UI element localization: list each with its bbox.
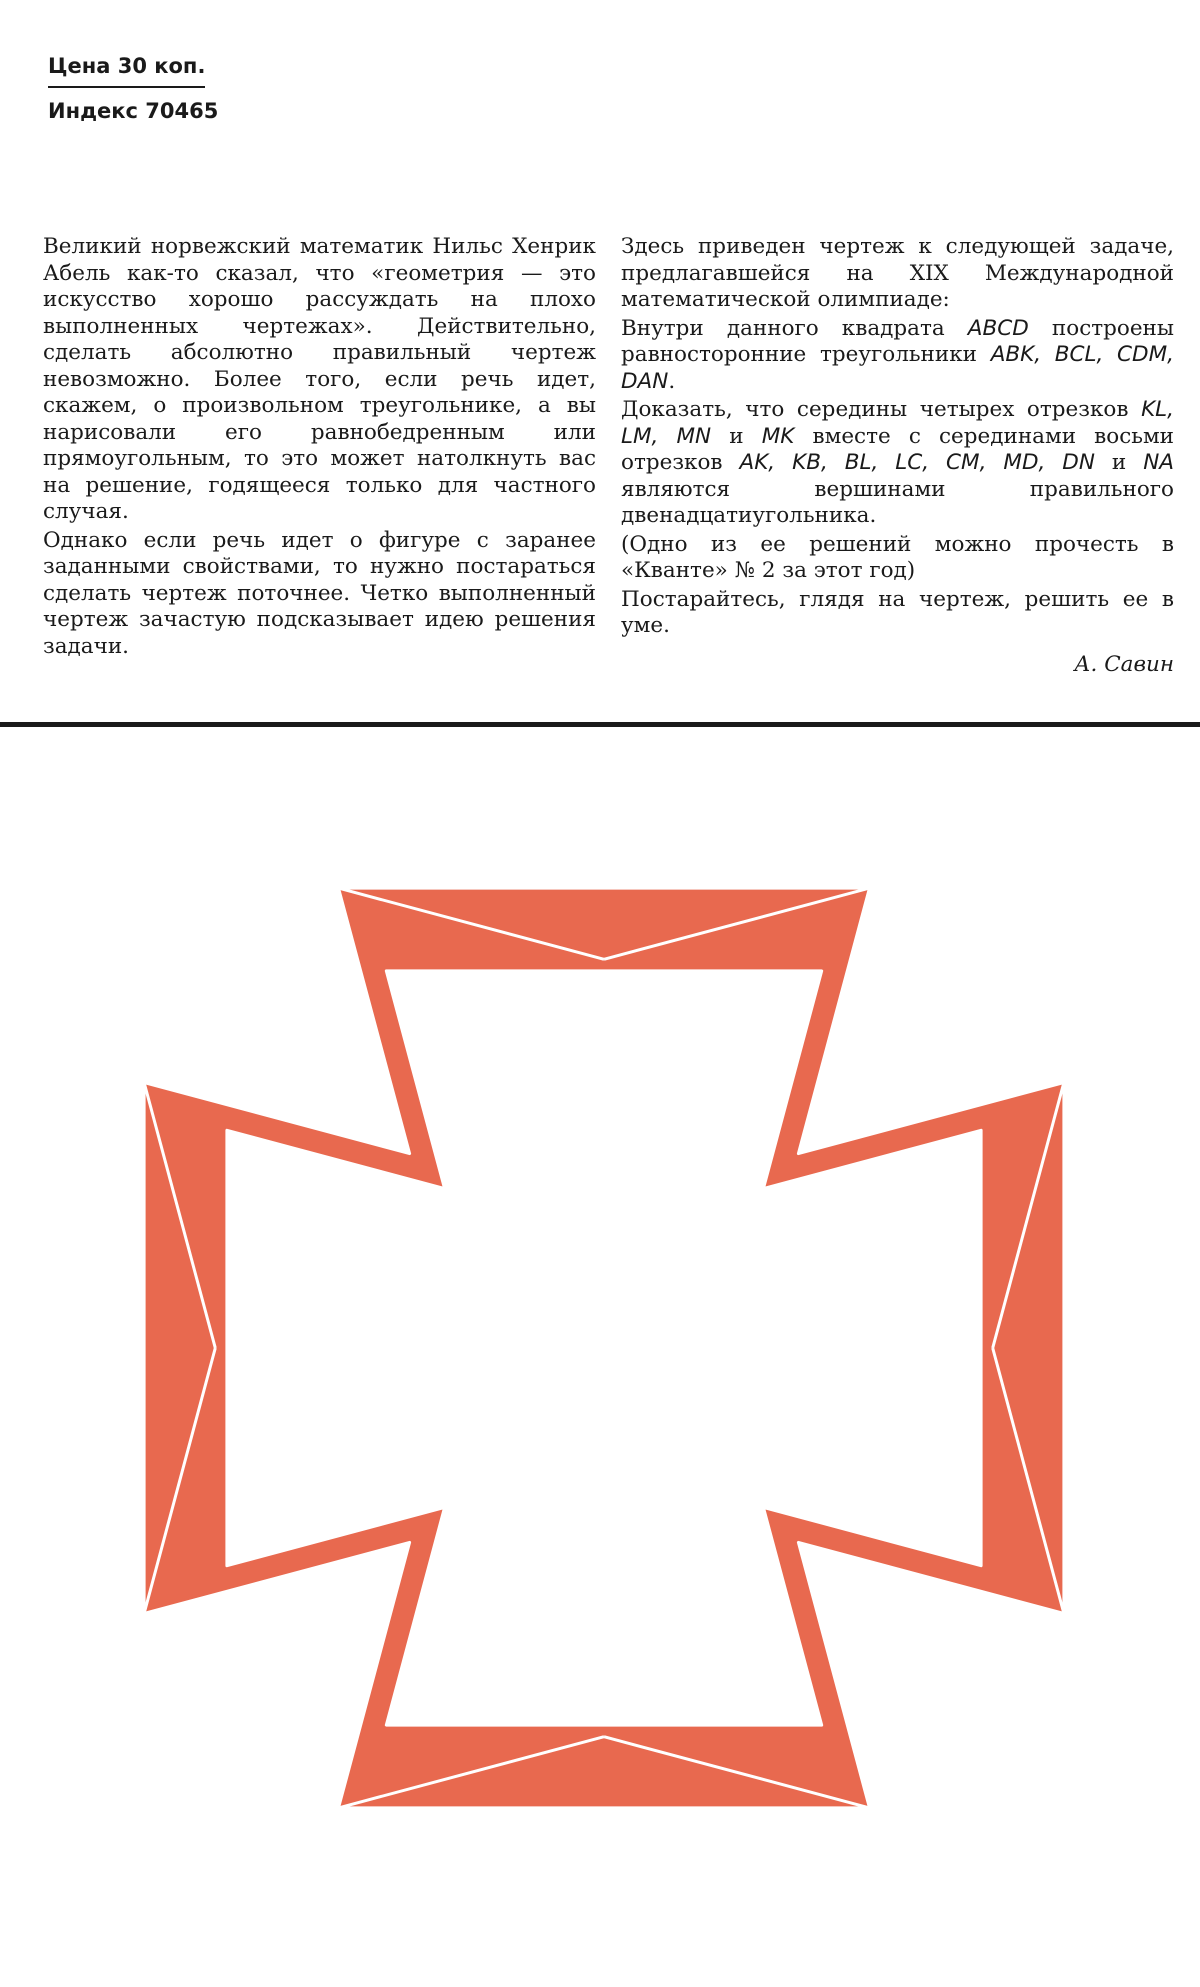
geometry-figure bbox=[68, 817, 1140, 1879]
price-block bbox=[48, 52, 218, 125]
text-span: вместе с серединами восьми отрезков bbox=[621, 423, 1174, 475]
text-span: построены равносторонние треугольники bbox=[621, 315, 1174, 367]
price-underline bbox=[48, 86, 205, 88]
price-label: Цена 30 коп. bbox=[48, 54, 206, 78]
author-signature: А. Савин bbox=[1074, 651, 1174, 677]
left-paragraph-2: Однако если речь идет о фигуре с заранее заданными свойствами, то нужно постараться сделать чертеж поточнее. Четко выполненный чертеж зачастую подсказывает идею решения задачи. bbox=[43, 527, 596, 659]
right-paragraph-5: Постарайтесь, глядя на чертеж, решить ее в уме. bbox=[621, 586, 1174, 638]
text-span: . bbox=[668, 368, 676, 394]
math-segments-1: KL, LM, MN bbox=[621, 397, 1174, 449]
figure-shapes bbox=[68, 817, 1140, 1879]
math-abcd: ABCD bbox=[967, 315, 1029, 341]
text-span: Доказать, что середины четырех отрезков bbox=[621, 397, 1142, 422]
math-segments-2: AK, KB, BL, LC, CM, MD, DN bbox=[739, 450, 1095, 475]
article-left-column bbox=[43, 234, 596, 660]
left-paragraph-1: Великий норвежский математик Нильс Хенрик Абель как-то сказал, что «геометрия — это искусство хорошо рассуждать на плохо выполненных чертежах». Действительно, сделать абсолютно правильный чертеж невозможно. Более того, если речь идет, скажем, о произвольном треугольнике, а вы нарисовали его равнобедренным или прямоугольным, то это может натолкнуть вас на решение, годящееся только для частного случая. bbox=[43, 234, 596, 524]
article-right-column bbox=[621, 234, 1174, 678]
right-paragraph-3 bbox=[621, 397, 1174, 530]
text-span: и bbox=[1094, 450, 1144, 475]
right-paragraph-4: (Одно из ее решений можно прочесть в «Кванте» № 2 за этот год) bbox=[621, 531, 1174, 583]
right-paragraph-2 bbox=[621, 316, 1174, 396]
right-paragraph-1: Здесь приведен чертеж к следующей задаче, предлагавшейся на XIX Международной математической олимпиаде: bbox=[621, 234, 1174, 312]
text-span: и bbox=[711, 423, 762, 449]
section-divider bbox=[0, 722, 1200, 727]
index-label: Индекс 70465 bbox=[48, 99, 219, 123]
math-mk: MK bbox=[761, 423, 795, 449]
text-span: Внутри данного квадрата bbox=[621, 315, 968, 341]
math-triangles: ABK, BCL, CDM, DAN bbox=[621, 342, 1174, 394]
math-na: NA bbox=[1143, 450, 1174, 475]
text-span: являются вершинами правильного двенадцатиугольника. bbox=[621, 476, 1174, 528]
